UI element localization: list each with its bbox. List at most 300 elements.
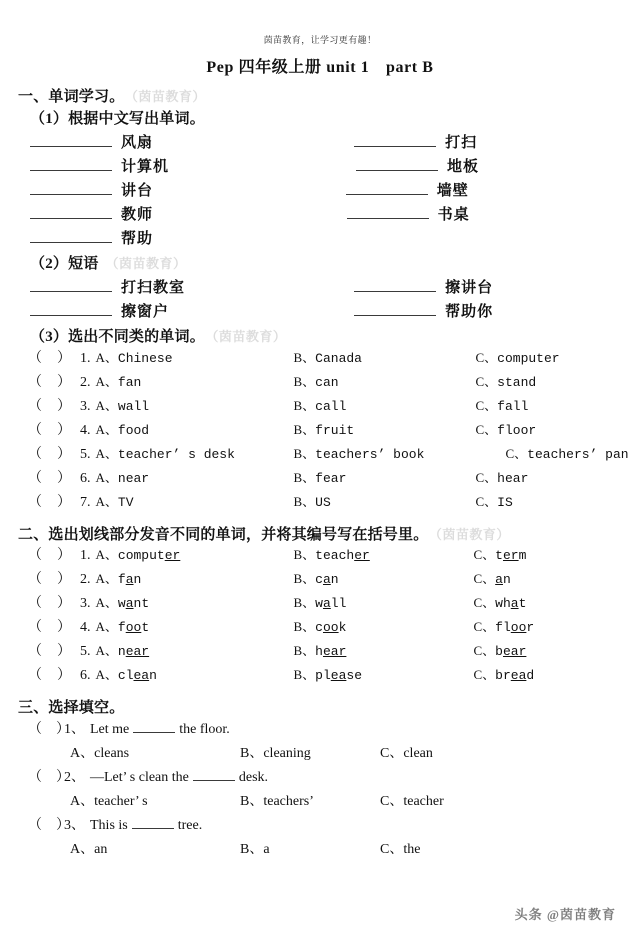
option-c[interactable] bbox=[476, 371, 537, 390]
option-a-underlined: a bbox=[125, 596, 134, 612]
option-b-marker: B、 bbox=[293, 373, 316, 389]
phrase-cell bbox=[18, 276, 336, 297]
section-two-heading-text: 二、选出划线部分发音不同的单词，并将其编号写在括号里。 bbox=[18, 526, 429, 543]
option-a-marker: A、 bbox=[95, 421, 118, 437]
option-a[interactable] bbox=[70, 742, 240, 762]
option-a-marker: A、 bbox=[70, 842, 95, 858]
option-b-text: US bbox=[315, 494, 331, 510]
option-c-marker: C、 bbox=[473, 547, 496, 563]
question-row bbox=[18, 814, 622, 838]
option-c-marker: C、 bbox=[475, 349, 498, 365]
answer-parenthesis[interactable]: （ ） bbox=[28, 722, 70, 738]
question-number: 4. bbox=[80, 422, 91, 438]
option-b-text: cleaning bbox=[263, 746, 311, 762]
answer-blank[interactable] bbox=[30, 204, 112, 219]
option-a-marker: A、 bbox=[95, 571, 118, 587]
answer-parenthesis[interactable]: （ ） bbox=[28, 398, 72, 414]
option-b-underlined: ea bbox=[330, 668, 347, 684]
option-a[interactable] bbox=[96, 443, 294, 462]
vocabulary-cell bbox=[334, 155, 622, 176]
option-c-marker: C、 bbox=[380, 842, 404, 858]
option-c-underlined: ea bbox=[510, 668, 527, 684]
answer-blank[interactable] bbox=[30, 301, 112, 316]
answer-parenthesis[interactable]: （ ） bbox=[28, 494, 72, 510]
option-b[interactable] bbox=[240, 790, 380, 810]
option-c-marker: C、 bbox=[473, 619, 496, 635]
answer-parenthesis[interactable]: （ ） bbox=[28, 770, 70, 786]
option-b-marker: B、 bbox=[293, 493, 316, 509]
vocabulary-prompt: 计算机 bbox=[121, 159, 170, 176]
option-a-marker: A、 bbox=[70, 746, 95, 762]
question-row bbox=[18, 371, 622, 395]
question-row bbox=[18, 616, 622, 640]
option-a-text: near bbox=[117, 470, 150, 486]
option-b[interactable] bbox=[240, 742, 380, 762]
option-a[interactable] bbox=[96, 616, 294, 635]
vocabulary-prompt: 打扫 bbox=[445, 135, 478, 152]
option-c-post: m bbox=[518, 548, 527, 564]
phrase-cell bbox=[336, 276, 622, 297]
vocabulary-row bbox=[18, 155, 622, 179]
option-c-text: IS bbox=[497, 494, 513, 510]
question-row bbox=[18, 718, 622, 742]
option-c-text: teachers’ pan bbox=[527, 446, 629, 462]
option-b[interactable] bbox=[294, 592, 474, 611]
question-number: 5. bbox=[80, 446, 91, 462]
section-one-sub3 bbox=[18, 328, 622, 347]
question-number: 2. bbox=[80, 374, 91, 390]
option-a[interactable] bbox=[96, 395, 294, 414]
vocabulary-row bbox=[18, 131, 622, 155]
answer-parenthesis[interactable]: （ ） bbox=[28, 350, 72, 366]
inline-watermark: （茵苗教育） bbox=[211, 328, 287, 344]
vocabulary-cell bbox=[346, 179, 622, 200]
option-b[interactable] bbox=[294, 395, 476, 414]
option-c-marker: C、 bbox=[473, 643, 496, 659]
answer-parenthesis[interactable]: （ ） bbox=[28, 572, 72, 588]
stem-pre: Let me bbox=[90, 722, 130, 738]
option-a-underlined: er bbox=[164, 548, 181, 564]
option-a[interactable] bbox=[96, 419, 294, 438]
answer-blank[interactable] bbox=[354, 277, 436, 292]
option-b[interactable] bbox=[294, 467, 476, 486]
page-tagline: 茵苗教育，让学习更有趣！ bbox=[263, 35, 377, 45]
option-b-text: fear bbox=[315, 470, 347, 486]
question-number: 5. bbox=[80, 644, 91, 660]
vocabulary-prompt: 帮助 bbox=[121, 231, 154, 248]
option-c-post: r bbox=[526, 620, 535, 636]
section-two-heading bbox=[18, 526, 622, 545]
option-c-post: d bbox=[526, 668, 535, 684]
option-a-marker: A、 bbox=[70, 794, 95, 810]
option-b-post: se bbox=[346, 668, 362, 684]
option-b-underlined: ear bbox=[322, 644, 347, 660]
answer-blank[interactable] bbox=[354, 132, 436, 147]
option-b-underlined: a bbox=[322, 596, 331, 612]
option-b-marker: B、 bbox=[293, 397, 316, 413]
option-a-text: an bbox=[94, 842, 108, 858]
question-number: 3. bbox=[80, 596, 91, 612]
option-c[interactable] bbox=[476, 491, 513, 510]
vocabulary-cell bbox=[18, 179, 346, 200]
option-c-marker: C、 bbox=[475, 469, 498, 485]
option-a-post: n bbox=[149, 668, 157, 684]
answer-blank[interactable] bbox=[193, 768, 235, 781]
phrase-cell bbox=[18, 300, 336, 321]
option-c[interactable] bbox=[474, 568, 511, 587]
option-c-marker: C、 bbox=[473, 571, 496, 587]
question-row bbox=[18, 395, 622, 419]
pronunciation-list bbox=[18, 544, 622, 688]
phrase-prompt: 打扫教室 bbox=[121, 279, 186, 296]
option-c-text: computer bbox=[497, 350, 560, 366]
option-c-marker: C、 bbox=[380, 746, 404, 762]
option-c[interactable] bbox=[474, 592, 527, 611]
inline-watermark: （茵苗教育） bbox=[105, 256, 187, 272]
option-b-post: k bbox=[338, 620, 347, 636]
option-b[interactable] bbox=[294, 640, 474, 659]
option-b-underlined: er bbox=[354, 548, 370, 564]
option-c[interactable] bbox=[474, 616, 535, 635]
option-c-marker: C、 bbox=[475, 493, 498, 509]
answer-parenthesis[interactable]: （ ） bbox=[28, 620, 72, 636]
fill-in-blank-list bbox=[18, 718, 622, 862]
option-b-text: fruit bbox=[315, 422, 355, 438]
option-a-pre: f bbox=[117, 572, 126, 588]
option-b-marker: B、 bbox=[293, 445, 316, 461]
option-c-pre: t bbox=[495, 548, 503, 564]
question-row bbox=[18, 592, 622, 616]
option-a-pre: comput bbox=[117, 548, 165, 564]
question-number: 1. bbox=[80, 548, 91, 564]
option-b[interactable] bbox=[240, 838, 380, 858]
question-number: 2、 bbox=[64, 770, 85, 786]
answer-blank[interactable] bbox=[356, 156, 438, 171]
stem-pre: —Let’ s clean the bbox=[90, 770, 189, 786]
option-b-post: n bbox=[330, 572, 339, 588]
option-b[interactable] bbox=[294, 419, 476, 438]
option-b[interactable] bbox=[294, 616, 474, 635]
option-b-pre: c bbox=[315, 572, 323, 588]
question-number: 3. bbox=[80, 398, 91, 414]
question-row bbox=[18, 347, 622, 371]
option-c-text: hear bbox=[497, 470, 529, 486]
question-row bbox=[18, 491, 622, 515]
option-a-text: wall bbox=[117, 398, 150, 414]
option-c-post: n bbox=[502, 572, 511, 588]
vocabulary-row bbox=[18, 203, 622, 227]
answer-parenthesis[interactable]: （ ） bbox=[28, 818, 70, 834]
option-b-marker: B、 bbox=[240, 746, 264, 762]
option-b-marker: B、 bbox=[293, 667, 316, 683]
option-c-text: floor bbox=[497, 422, 537, 438]
option-b-underlined: oo bbox=[322, 620, 339, 636]
answer-blank[interactable] bbox=[354, 301, 436, 316]
phrase-blank-list bbox=[18, 276, 622, 324]
option-b-marker: B、 bbox=[240, 794, 264, 810]
option-a[interactable] bbox=[70, 838, 240, 858]
option-b[interactable] bbox=[294, 568, 474, 587]
answer-blank[interactable] bbox=[30, 180, 112, 195]
option-c-marker: C、 bbox=[505, 445, 528, 461]
option-b-marker: B、 bbox=[240, 842, 264, 858]
answer-parenthesis[interactable]: （ ） bbox=[28, 644, 72, 660]
option-a-marker: A、 bbox=[95, 349, 118, 365]
option-c[interactable] bbox=[476, 395, 529, 414]
option-c-text: teacher bbox=[403, 794, 444, 810]
section-one-heading bbox=[18, 88, 622, 107]
option-a-pre: f bbox=[117, 620, 126, 636]
footer-watermark: 头条 @茵苗教育 bbox=[514, 907, 616, 922]
option-c[interactable] bbox=[380, 838, 420, 858]
option-c-pre: wh bbox=[495, 596, 511, 612]
answer-blank[interactable] bbox=[133, 720, 175, 733]
option-b-marker: B、 bbox=[293, 547, 316, 563]
option-c[interactable] bbox=[380, 790, 444, 810]
option-b-marker: B、 bbox=[293, 643, 316, 659]
answer-blank[interactable] bbox=[30, 132, 112, 147]
option-c-pre: br bbox=[495, 668, 511, 684]
option-c[interactable] bbox=[476, 347, 560, 366]
option-b-pre: c bbox=[315, 620, 323, 636]
option-c[interactable] bbox=[474, 544, 527, 563]
answer-parenthesis[interactable]: （ ） bbox=[28, 470, 72, 486]
option-b-text: a bbox=[263, 842, 270, 858]
option-b-pre: h bbox=[315, 644, 323, 660]
question-number: 6. bbox=[80, 668, 91, 684]
vocabulary-prompt: 墙壁 bbox=[436, 183, 469, 200]
option-c-underlined: er bbox=[502, 548, 519, 564]
inline-watermark: （茵苗教育） bbox=[131, 88, 206, 104]
option-b[interactable] bbox=[294, 371, 476, 390]
page-title: Pep 四年级上册 unit 1 part B bbox=[206, 59, 434, 76]
question-number: 1、 bbox=[64, 722, 85, 738]
option-c-marker: C、 bbox=[475, 397, 498, 413]
option-row bbox=[18, 790, 622, 814]
option-a-marker: A、 bbox=[95, 547, 118, 563]
option-b-post: ll bbox=[330, 596, 347, 612]
option-b-text: Canada bbox=[315, 350, 362, 366]
option-c-post: t bbox=[518, 596, 527, 612]
option-c-pre: fl bbox=[495, 620, 511, 636]
option-a-underlined: ear bbox=[125, 644, 150, 660]
option-a[interactable] bbox=[70, 790, 240, 810]
option-a-text: TV bbox=[117, 494, 134, 510]
vocabulary-cell bbox=[18, 227, 346, 248]
question-row bbox=[18, 467, 622, 491]
option-c-underlined: a bbox=[510, 596, 519, 612]
option-c-pre: b bbox=[495, 644, 503, 660]
vocabulary-cell bbox=[345, 203, 622, 224]
option-c-text: the bbox=[403, 842, 421, 858]
stem-pre: This is bbox=[90, 818, 128, 834]
section-one-sub2 bbox=[18, 255, 622, 274]
option-b-text: teachers’ bbox=[263, 794, 314, 810]
phrase-row bbox=[18, 276, 622, 300]
answer-blank[interactable] bbox=[347, 204, 429, 219]
option-c-underlined: a bbox=[495, 572, 503, 588]
option-c-underlined: oo bbox=[510, 620, 527, 636]
phrase-cell bbox=[336, 300, 622, 321]
option-a-pre: w bbox=[117, 596, 126, 612]
option-a-marker: A、 bbox=[95, 469, 118, 485]
answer-parenthesis[interactable]: （ ） bbox=[28, 374, 72, 390]
answer-parenthesis[interactable]: （ ） bbox=[28, 596, 72, 612]
option-c-marker: C、 bbox=[380, 794, 404, 810]
option-b[interactable] bbox=[294, 544, 474, 563]
question-number: 6. bbox=[80, 470, 91, 486]
option-b-marker: B、 bbox=[293, 469, 316, 485]
option-a-marker: A、 bbox=[95, 667, 118, 683]
question-number: 1. bbox=[80, 350, 91, 366]
question-row bbox=[18, 443, 629, 467]
option-b-text: teachers’ book bbox=[315, 446, 425, 462]
section-one-sub2-text: （2）短语 bbox=[30, 256, 99, 273]
answer-parenthesis[interactable]: （ ） bbox=[28, 668, 72, 684]
option-a-post: n bbox=[133, 572, 142, 588]
option-b-marker: B、 bbox=[293, 619, 316, 635]
option-a[interactable] bbox=[96, 347, 294, 366]
vocabulary-prompt: 风扇 bbox=[121, 135, 154, 152]
answer-parenthesis[interactable]: （ ） bbox=[28, 446, 72, 462]
option-b-marker: B、 bbox=[293, 349, 316, 365]
option-a-marker: A、 bbox=[95, 445, 118, 461]
inline-watermark: （茵苗教育） bbox=[435, 526, 510, 542]
question-number: 7. bbox=[80, 494, 91, 510]
question-number: 4. bbox=[80, 620, 91, 636]
option-c[interactable] bbox=[474, 640, 527, 659]
option-c-underlined: ear bbox=[502, 644, 527, 660]
vocabulary-cell bbox=[18, 131, 336, 152]
phrase-prompt: 擦讲台 bbox=[445, 279, 494, 296]
section-one-heading-text: 一、单词学习。 bbox=[18, 88, 125, 105]
option-a[interactable] bbox=[96, 491, 294, 510]
option-a-marker: A、 bbox=[95, 619, 118, 635]
option-a-post: t bbox=[141, 620, 150, 636]
option-b[interactable] bbox=[294, 443, 506, 462]
option-c-marker: C、 bbox=[475, 421, 498, 437]
option-a-underlined: a bbox=[125, 572, 134, 588]
option-a-marker: A、 bbox=[95, 595, 118, 611]
option-a[interactable] bbox=[96, 371, 294, 390]
option-a[interactable] bbox=[96, 544, 294, 563]
answer-parenthesis[interactable]: （ ） bbox=[28, 548, 72, 564]
option-a[interactable] bbox=[96, 640, 294, 659]
question-number: 2. bbox=[80, 572, 91, 588]
option-b[interactable] bbox=[294, 491, 476, 510]
question-row bbox=[18, 419, 622, 443]
option-c[interactable] bbox=[474, 664, 535, 683]
vocabulary-prompt: 教师 bbox=[121, 207, 154, 224]
option-b-text: call bbox=[315, 398, 347, 414]
vocabulary-cell bbox=[18, 203, 345, 224]
option-a-text: Chinese bbox=[117, 350, 173, 366]
option-c-marker: C、 bbox=[473, 595, 496, 611]
option-c-marker: C、 bbox=[473, 667, 496, 683]
vocabulary-blank-list bbox=[18, 131, 622, 251]
vocabulary-prompt: 讲台 bbox=[121, 183, 154, 200]
question-row bbox=[18, 640, 622, 664]
vocabulary-row bbox=[18, 179, 622, 203]
stem-post: desk. bbox=[238, 770, 269, 786]
option-a[interactable] bbox=[96, 467, 294, 486]
section-three-heading: 三、选择填空。 bbox=[18, 700, 125, 717]
option-b-pre: teach bbox=[315, 548, 355, 564]
option-row bbox=[18, 838, 622, 862]
phrase-row bbox=[18, 300, 622, 324]
phrase-prompt: 擦窗户 bbox=[121, 303, 170, 320]
option-a-underlined: oo bbox=[125, 620, 142, 636]
section-one-sub1: （1）根据中文写出单词。 bbox=[30, 111, 205, 128]
option-b-underlined: a bbox=[322, 572, 331, 588]
question-row bbox=[18, 766, 622, 790]
vocabulary-cell bbox=[336, 131, 622, 152]
option-c-marker: C、 bbox=[475, 373, 498, 389]
odd-one-out-list bbox=[18, 347, 629, 515]
option-c[interactable] bbox=[506, 443, 629, 462]
answer-blank[interactable] bbox=[346, 180, 428, 195]
vocabulary-row bbox=[18, 227, 622, 251]
option-b[interactable] bbox=[294, 347, 476, 366]
option-a-post: nt bbox=[133, 596, 150, 612]
option-c[interactable] bbox=[380, 742, 433, 762]
question-stem bbox=[90, 816, 202, 834]
option-b[interactable] bbox=[294, 664, 474, 683]
option-c[interactable] bbox=[476, 419, 537, 438]
question-stem bbox=[90, 720, 230, 738]
question-row bbox=[18, 664, 622, 688]
question-row bbox=[18, 568, 622, 592]
answer-blank[interactable] bbox=[30, 277, 112, 292]
option-c[interactable] bbox=[476, 467, 529, 486]
option-b-pre: pl bbox=[315, 668, 331, 684]
answer-blank[interactable] bbox=[30, 228, 112, 243]
option-a-marker: A、 bbox=[95, 373, 118, 389]
option-b-pre: w bbox=[315, 596, 323, 612]
stem-post: tree. bbox=[177, 818, 203, 834]
answer-blank[interactable] bbox=[132, 816, 174, 829]
option-row bbox=[18, 742, 622, 766]
option-a-text: teacher’ s bbox=[94, 794, 148, 810]
option-a-pre: n bbox=[117, 644, 126, 660]
option-a-text: teacher’ s desk bbox=[117, 446, 235, 462]
vocabulary-cell bbox=[18, 155, 334, 176]
option-a-underlined: ea bbox=[133, 668, 150, 684]
option-a-marker: A、 bbox=[95, 643, 118, 659]
option-a-text: food bbox=[117, 422, 150, 438]
option-a[interactable] bbox=[96, 568, 294, 587]
option-b-marker: B、 bbox=[293, 421, 316, 437]
option-c-text: fall bbox=[497, 398, 529, 414]
answer-blank[interactable] bbox=[30, 156, 112, 171]
question-row bbox=[18, 544, 622, 568]
option-c-text: stand bbox=[497, 374, 537, 390]
answer-parenthesis[interactable]: （ ） bbox=[28, 422, 72, 438]
option-b-marker: B、 bbox=[293, 571, 316, 587]
option-a-text: fan bbox=[117, 374, 142, 390]
stem-post: the floor. bbox=[179, 722, 230, 738]
option-a[interactable] bbox=[96, 664, 294, 683]
vocabulary-prompt: 地板 bbox=[447, 159, 480, 176]
option-a[interactable] bbox=[96, 592, 294, 611]
vocabulary-prompt: 书桌 bbox=[437, 207, 470, 224]
option-b-marker: B、 bbox=[293, 595, 316, 611]
section-one-sub3-text: （3）选出不同类的单词。 bbox=[30, 328, 205, 345]
option-a-text: cleans bbox=[94, 746, 130, 762]
worksheet-page bbox=[0, 36, 640, 941]
option-b-text: can bbox=[315, 374, 339, 390]
option-a-marker: A、 bbox=[95, 493, 118, 509]
